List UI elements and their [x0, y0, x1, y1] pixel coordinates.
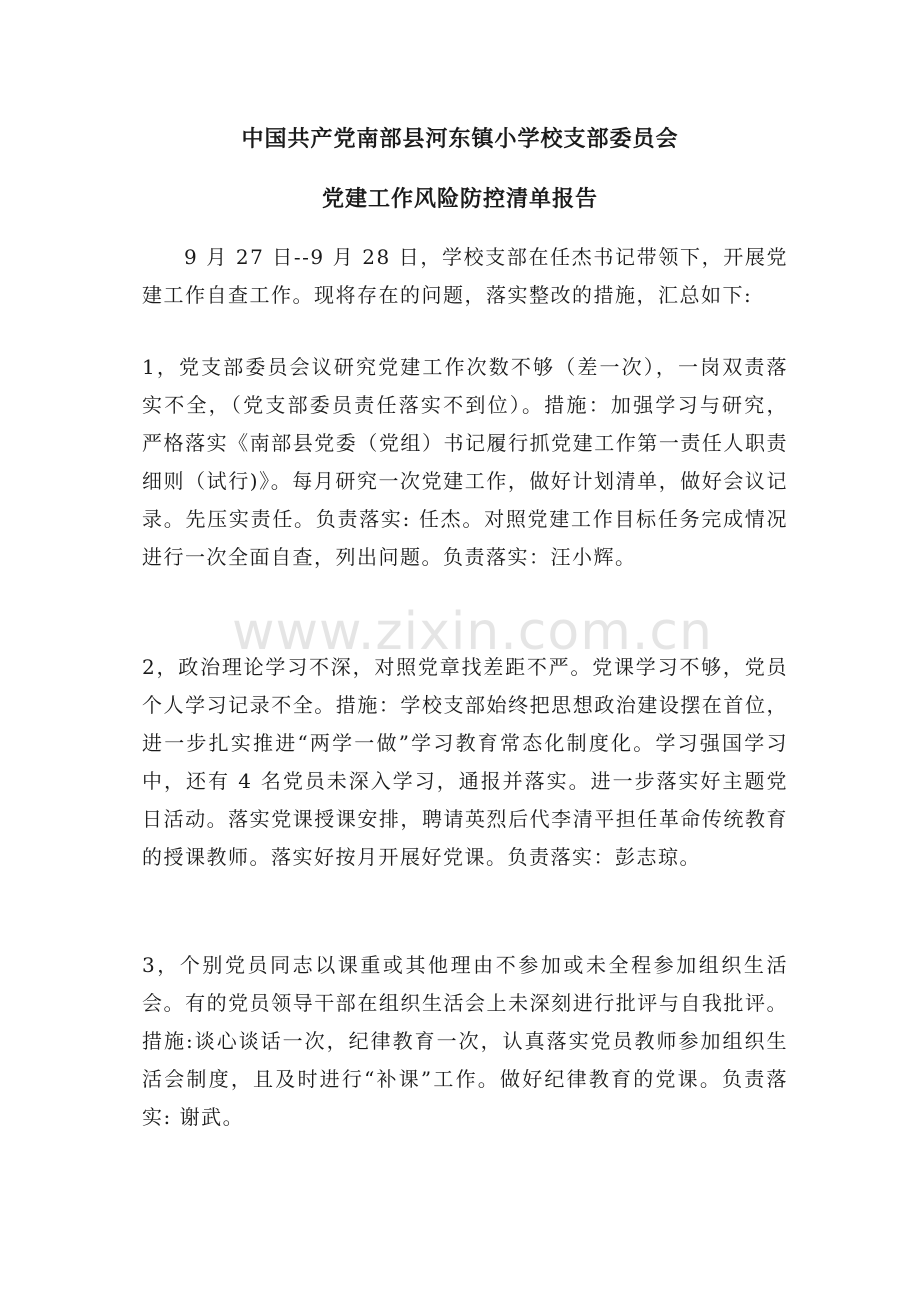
- watermark-text: www.zixin.com.cn: [232, 602, 713, 662]
- item-paragraph-3: 3，个别党员同志以课重或其他理由不参加或未全程参加组织生活会。有的党员领导干部在组织生活会上未深刻进行批评与自我批评。措施:谈心谈话一次，纪律教育一次，认真落实党员教师参加组织生活会制度，且及时进行“补课”工作。做好纪律教育的党课。负责落实: 谢武。: [142, 953, 788, 1129]
- document-title-line1: 中国共产党南部县河东镇小学校支部委员会: [241, 126, 679, 152]
- document-title-line2: 党建工作风险防控清单报告: [321, 186, 598, 212]
- item-paragraph-2: 2，政治理论学习不深，对照党章找差距不严。党课学习不够，党员个人学习记录不全。措施：学校支部始终把思想政治建设摆在首位，进一步扎实推进“两学一做”学习教育常态化制度化。学习强国学习中，还有 4 名党员未深入学习，通报并落实。进一步落实好主题党日活动。落实党课授课安排，聘请英烈后代李清平担任革命传统教育的授课教师。落实好按月开展好党课。负责落实：彭志琼。: [142, 655, 788, 869]
- item-paragraph-1: 1，党支部委员会议研究党建工作次数不够（差一次），一岗双责落实不全，（党支部委员责任落实不到位）。措施：加强学习与研究，严格落实《南部县党委（党组）书记履行抓党建工作第一责任人职责细则（试行)》。每月研究一次党建工作，做好计划清单，做好会议记录。先压实责任。负责落实: 任杰。对照党建工作目标任务完成情况进行一次全面自查，列出问题。负责落实：汪小辉。: [142, 355, 788, 569]
- intro-paragraph: 9 月 27 日--9 月 28 日，学校支部在任杰书记带领下，开展党建工作自查工作。现将存在的问题，落实整改的措施，汇总如下:: [142, 245, 788, 307]
